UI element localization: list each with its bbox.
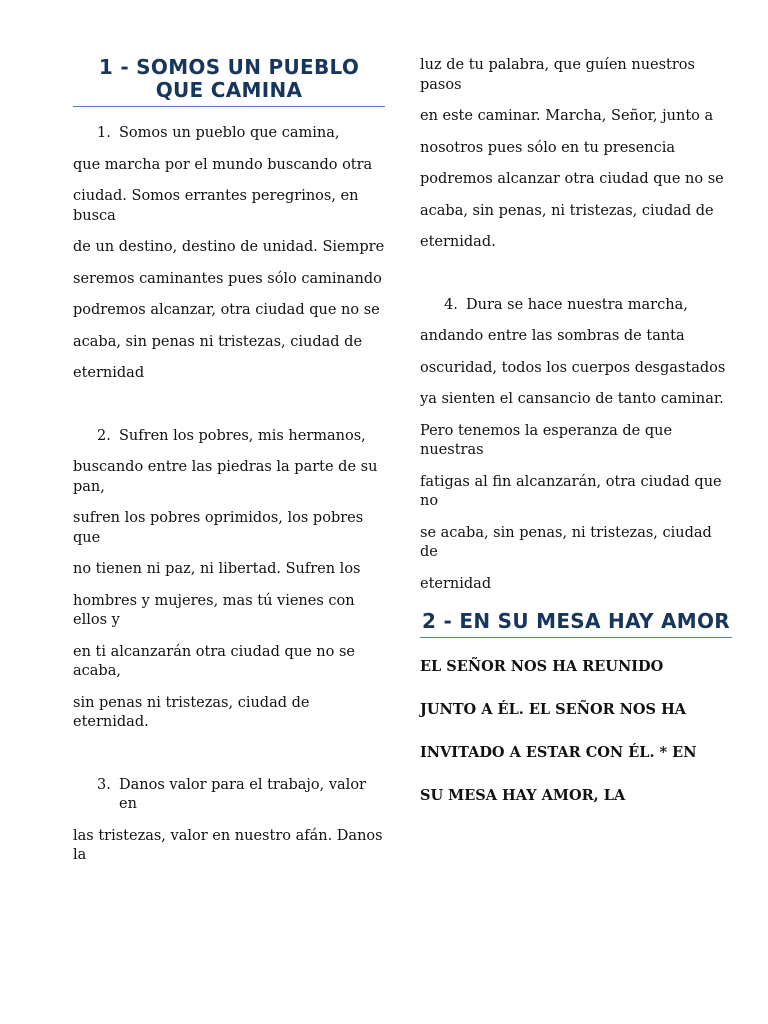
verse-gap [420,265,732,296]
verse-line: Danos valor para el trabajo, valor en [119,776,366,812]
lyric-line: eternidad [73,365,145,381]
left-column [73,56,385,878]
verse-number: 1. [97,125,111,141]
lyric-line: eternidad [420,575,492,592]
song-1-title: 1 - SOMOS UN PUEBLO QUE CAMINA [73,56,385,107]
lyric-line: en este caminar. Marcha, Señor, junto a [420,108,714,124]
lyric-line: buscando entre las piedras la parte de su pan, [73,459,378,495]
lyric-line: eternidad. [420,234,496,250]
lyric-line: oscuridad, todos los cuerpos desgastados [420,359,726,376]
verse-line: Dura se hace nuestra marcha, [466,296,688,313]
verse-number: 4. [444,296,458,313]
verse-gap [73,745,385,776]
song-2-title: 2 - EN SU MESA HAY AMOR [420,610,732,638]
chorus-line: INVITADO A ESTAR CON ÉL. * EN [420,744,697,761]
chorus-line: SU MESA HAY AMOR, LA [420,787,626,804]
lyric-line: que marcha por el mundo buscando otra [73,156,373,173]
lyric-line: seremos caminantes pues sólo caminando [73,270,382,287]
verse-number: 2. [97,427,111,444]
verse-4-first-line [444,296,732,316]
lyric-line: hombres y mujeres, mas tú vienes con ellos y [73,592,355,628]
verse-gap [73,396,385,427]
lyric-line: ya sienten el cansancio de tanto caminar. [420,391,724,407]
verse-2-first-line [97,427,385,447]
lyric-line: Pero tenemos la esperanza de que nuestras [420,422,673,458]
lyric-line: podremos alcanzar otra ciudad que no se [420,171,724,187]
lyric-line: acaba, sin penas, ni tristezas, ciudad de [420,202,714,219]
chorus-line: JUNTO A ÉL. EL SEÑOR NOS HA [420,701,687,718]
lyric-line: se acaba, sin penas, ni tristezas, ciudad de [420,524,712,560]
chorus-line: EL SEÑOR NOS HA REUNIDO [420,658,664,675]
lyric-line: podremos alcanzar, otra ciudad que no se [73,302,380,318]
lyric-line: sin penas ni tristezas, ciudad de eternidad. [73,694,310,730]
lyric-line: en ti alcanzarán otra ciudad que no se acaba, [73,643,355,679]
verse-1-first-line [97,124,385,144]
verse-line: Somos un pueblo que camina, [119,125,340,141]
verse-3-first-line [97,776,385,815]
lyric-line: nosotros pues sólo en tu presencia [420,139,676,156]
lyric-line: las tristezas, valor en nuestro afán. Danos la [73,827,383,863]
lyric-line: fatigas al fin alcanzarán, otra ciudad que no [420,473,722,509]
verse-line: Sufren los pobres, mis hermanos, [119,427,366,444]
lyric-line: andando entre las sombras de tanta [420,328,685,344]
lyric-line: luz de tu palabra, que guíen nuestros pasos [420,57,695,93]
lyric-line: ciudad. Somos errantes peregrinos, en busca [73,188,359,224]
lyric-line: acaba, sin penas ni tristezas, ciudad de [73,333,363,350]
verse-number: 3. [97,776,111,793]
lyric-line: no tienen ni paz, ni libertad. Sufren los [73,561,361,577]
right-column [420,56,732,829]
lyric-line: sufren los pobres oprimidos, los pobres que [73,510,364,546]
lyric-line: de un destino, destino de unidad. Siempre [73,239,385,255]
